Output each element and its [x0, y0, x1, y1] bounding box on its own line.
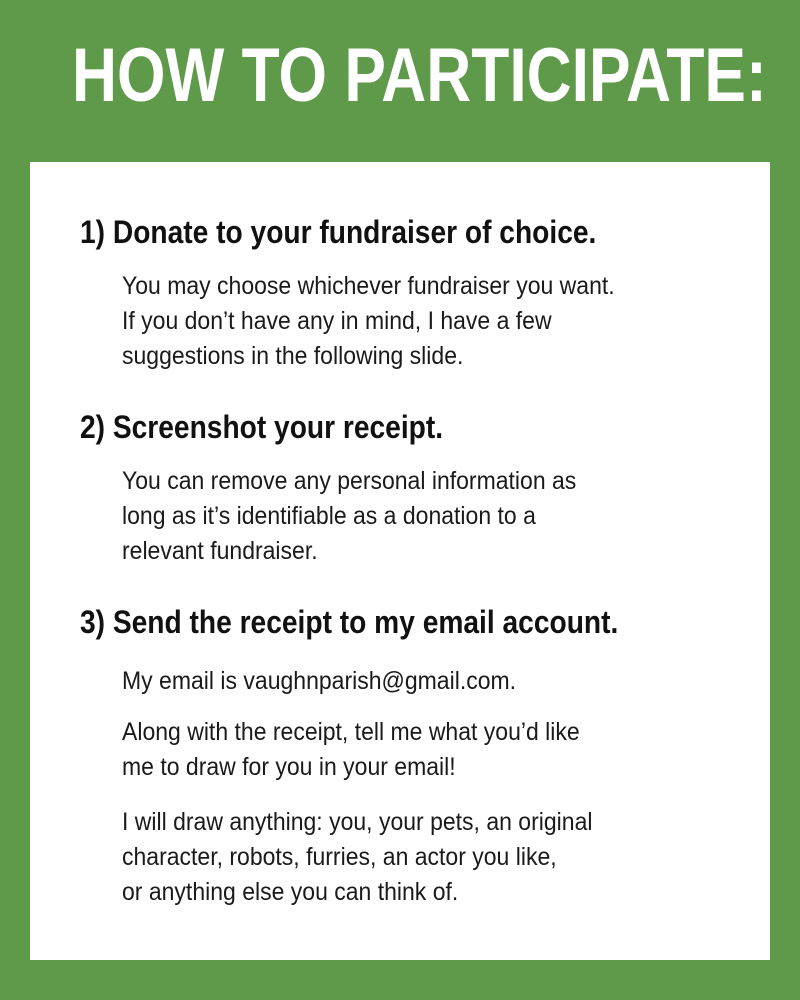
step-3-draw-paragraph: [122, 805, 592, 910]
paragraph-line: relevant fundraiser.: [122, 537, 318, 565]
paragraph-line: me to draw for you in your email!: [122, 753, 456, 781]
paragraph-line: suggestions in the following slide.: [122, 342, 464, 370]
step-2-heading: 2) Screenshot your receipt.: [80, 409, 444, 445]
step-1-paragraph: [122, 269, 615, 374]
step-3-email-paragraph: [122, 664, 516, 699]
step-3-heading: 3) Send the receipt to my email account.: [80, 604, 619, 640]
paragraph-line: long as it’s identifiable as a donation to a: [122, 502, 536, 530]
instructions-card: [30, 162, 770, 960]
paragraph-line: If you don’t have any in mind, I have a few: [122, 307, 552, 335]
step-2-paragraph: [122, 464, 576, 569]
paragraph-line: I will draw anything: you, your pets, an original: [122, 808, 593, 836]
paragraph-line: Along with the receipt, tell me what you’d like: [122, 718, 580, 746]
paragraph-line: My email is vaughnparish@gmail.com.: [122, 667, 517, 695]
paragraph-line: or anything else you can think of.: [122, 878, 459, 906]
step-1-heading: 1) Donate to your fundraiser of choice.: [80, 214, 597, 250]
page-title: HOW TO PARTICIPATE:: [72, 33, 767, 118]
paragraph-line: character, robots, furries, an actor you like,: [122, 843, 557, 871]
paragraph-line: You can remove any personal information as: [122, 467, 577, 495]
step-3-receipt-paragraph: [122, 715, 580, 785]
paragraph-line: You may choose whichever fundraiser you want.: [122, 272, 615, 300]
